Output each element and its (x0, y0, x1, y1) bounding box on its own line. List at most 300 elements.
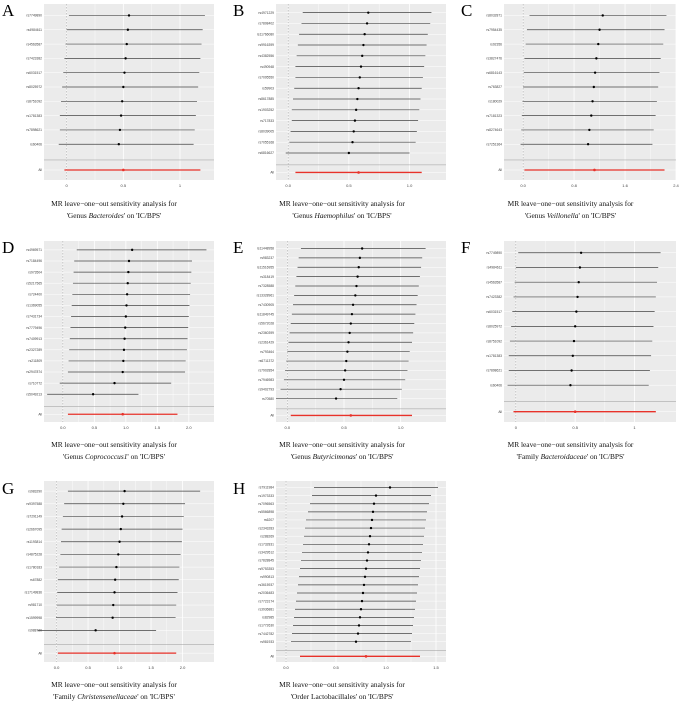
forest-plot-b (250, 2, 450, 192)
snp-point (389, 486, 391, 488)
caption-prefix: 'Genus (66, 211, 89, 220)
snp-point (359, 76, 361, 78)
caption-prefix: 'Family (516, 452, 541, 461)
snp-point (573, 340, 575, 342)
panel-letter: D (2, 238, 15, 257)
snp-label: rs7723174 (258, 599, 274, 604)
snp-label: rs11516955 (256, 265, 274, 270)
overall-label: All (270, 654, 274, 659)
snp-label: rs3936881 (258, 607, 274, 612)
overall-point (113, 652, 116, 655)
panel-a (0, 0, 228, 232)
figure-caption (228, 198, 456, 222)
snp-point (366, 22, 368, 24)
x-tick-label: 0.5 (341, 425, 347, 430)
snp-point (370, 527, 372, 529)
figure-caption (0, 679, 228, 703)
snp-label: rs6031517 (486, 309, 502, 314)
caption-prefix: 'Family (53, 692, 78, 701)
snp-point (123, 71, 125, 73)
caption-suffix: ' on 'IC/BPS' (127, 452, 166, 461)
snp-point (593, 86, 595, 88)
overall-point (122, 169, 125, 172)
snp-point (348, 152, 350, 154)
forest-plot-svg (250, 239, 450, 434)
snp-label: rs8751092 (486, 339, 502, 344)
snp-point (369, 535, 371, 537)
x-tick-label: 1.5 (154, 425, 161, 430)
overall-label: All (38, 651, 42, 656)
snp-point (364, 576, 366, 578)
caption-taxon: Veillonella (546, 211, 579, 220)
snp-label: rs1780183 (26, 565, 42, 570)
snp-label: rs4875228 (26, 552, 42, 557)
x-tick-label: 0.0 (60, 425, 66, 430)
snp-label: rs6816143 (486, 70, 502, 75)
snp-label: rs4382556 (258, 54, 274, 59)
snp-label: rs1369055 (26, 303, 42, 308)
caption-taxon: Butyricimonas (312, 452, 356, 461)
snp-point (597, 43, 599, 45)
snp-point (355, 109, 357, 111)
x-tick-label: 0.5 (333, 665, 339, 670)
snp-point (590, 114, 592, 116)
snp-label: rs8032871 (486, 13, 502, 18)
caption-line-2 (228, 210, 456, 222)
panel-b (228, 0, 456, 232)
snp-label: rs7409913 (26, 336, 42, 341)
snp-point (347, 341, 349, 343)
x-tick-label: 0 (65, 183, 68, 188)
snp-label: rs70580 (262, 396, 274, 401)
snp-label: rs7423382 (486, 295, 502, 300)
snp-label: rs2361429 (258, 340, 274, 345)
snp-point (588, 129, 590, 131)
snp-label: rs7055168 (258, 140, 274, 145)
snp-point (127, 282, 129, 284)
snp-point (569, 384, 571, 386)
snp-label: rs9916399 (258, 43, 274, 48)
caption-taxon: Coprococcus1 (84, 452, 128, 461)
snp-point (124, 57, 126, 59)
snp-label: rs8025972 (26, 85, 42, 90)
forest-plot-f (478, 239, 680, 434)
snp-label: rs7181323 (486, 113, 502, 118)
snp-label: rs2343283 (258, 526, 274, 531)
snp-label: rs3429512 (258, 550, 274, 555)
snp-point (113, 382, 115, 384)
snp-label: rs13328961 (256, 293, 274, 298)
snp-label: rs82985 (262, 615, 274, 620)
snp-point (594, 71, 596, 73)
caption-line-2 (456, 451, 685, 463)
snp-point (355, 285, 357, 287)
x-tick-label: 0.5 (85, 665, 91, 670)
snp-point (128, 260, 130, 262)
snp-label: rs983290 (28, 489, 42, 494)
x-tick-label: 1 (178, 183, 182, 188)
x-tick-label: 0.0 (283, 665, 289, 670)
snp-point (114, 579, 116, 581)
snp-point (121, 515, 123, 517)
snp-label: rs7749890 (26, 13, 42, 18)
x-tick-label: 0.0 (520, 183, 526, 188)
caption-suffix: ' on 'IC/BPS' (355, 452, 394, 461)
snp-point (115, 566, 117, 568)
caption-suffix: ' on 'IC/BPS' (137, 692, 175, 701)
panel-letter: G (2, 479, 15, 498)
caption-line-1: MR leave−one−out sensitivity analysis for (51, 199, 177, 208)
snp-label: rs5672028 (258, 321, 274, 326)
snp-point (361, 600, 363, 602)
caption-line-1: MR leave−one−out sensitivity analysis for (51, 680, 177, 689)
x-tick-label: 0.8 (571, 183, 577, 188)
snp-point (121, 100, 123, 102)
snp-point (125, 315, 127, 317)
panel-letter: A (2, 1, 15, 20)
x-tick-label: 0 (514, 425, 517, 430)
snp-point (360, 65, 362, 67)
overall-point (121, 413, 124, 416)
snp-point (94, 629, 96, 631)
x-tick-label: 1.0 (123, 425, 129, 430)
snp-label: rs724400 (28, 292, 42, 297)
snp-label: rs4984611 (26, 27, 42, 32)
caption-line-1: MR leave−one−out sensitivity analysis for (507, 440, 634, 449)
snp-point (339, 388, 341, 390)
snp-label: rs1781383 (486, 353, 502, 358)
snp-point (363, 33, 365, 35)
snp-point (361, 247, 363, 249)
overall-label: All (498, 168, 502, 173)
x-tick-label: 1.6 (622, 183, 628, 188)
snp-label: rs17149836 (24, 590, 42, 595)
snp-point (357, 632, 359, 634)
forest-plot-g (18, 479, 218, 674)
caption-suffix: ' on 'IC/BPS' (353, 211, 392, 220)
x-tick-label: 0.5 (91, 425, 98, 430)
panel-letter: H (233, 479, 246, 498)
overall-point (365, 655, 368, 658)
figure-caption (228, 439, 456, 463)
snp-label: rs7291149 (26, 514, 42, 519)
snp-label: rs1772630 (258, 623, 274, 628)
snp-label: rs983237 (260, 256, 274, 261)
snp-point (122, 371, 124, 373)
snp-label: rs8025972 (486, 324, 502, 329)
snp-label: rs1903252 (258, 108, 274, 113)
snp-label: rs7442782 (258, 631, 274, 636)
snp-label: rs5217565 (26, 281, 42, 286)
forest-plot-h (250, 479, 450, 674)
snp-point (574, 325, 576, 327)
snp-point (362, 592, 364, 594)
snp-point (357, 87, 359, 89)
snp-label: rs3827476 (486, 56, 502, 61)
snp-label: rs7328588 (258, 284, 274, 289)
snp-point (123, 490, 125, 492)
forest-plot-e (250, 239, 450, 434)
x-tick-label: 0.5 (572, 425, 578, 430)
caption-line-2 (0, 451, 228, 463)
figure-caption (456, 439, 685, 463)
snp-point (126, 43, 128, 45)
panel-e (228, 236, 456, 472)
snp-point (375, 494, 377, 496)
plot-background (276, 4, 446, 180)
x-tick-label: 1.0 (383, 665, 389, 670)
snp-label: rs7954435 (486, 27, 502, 32)
snp-point (371, 519, 373, 521)
caption-line-1: MR leave−one−out sensitivity analysis for (51, 440, 177, 449)
snp-label: rs981710 (28, 603, 42, 608)
forest-plot-svg (478, 2, 680, 192)
snp-point (346, 350, 348, 352)
snp-point (572, 355, 574, 357)
snp-label: rs7251364 (486, 142, 502, 147)
snp-label: rs990813 (260, 574, 274, 579)
snp-label: rs67882 (30, 577, 42, 582)
snp-point (367, 551, 369, 553)
panel-g (0, 476, 228, 708)
snp-label: rs3615937 (258, 583, 274, 588)
snp-point (368, 543, 370, 545)
snp-point (350, 322, 352, 324)
overall-point (350, 414, 353, 417)
caption-line-1: MR leave−one−out sensitivity analysis for (279, 680, 405, 689)
snp-label: rs8617885 (258, 97, 274, 102)
snp-point (354, 294, 356, 296)
snp-label: rs7431734 (26, 314, 42, 319)
snp-label: rs2327289 (26, 348, 42, 353)
plot-background (44, 4, 214, 180)
snp-label: rs7430905 (258, 302, 274, 307)
panel-letter: B (233, 1, 245, 20)
snp-point (127, 29, 129, 31)
snp-point (365, 567, 367, 569)
panel-f (456, 236, 685, 472)
x-tick-label: 1.0 (406, 183, 413, 188)
overall-label: All (270, 170, 274, 175)
snp-label: rs1193814 (26, 539, 42, 544)
snp-label: rs6711372 (258, 359, 274, 364)
overall-point (357, 171, 360, 174)
plot-background (276, 241, 446, 422)
panel-letter: F (461, 238, 471, 257)
plot-background (504, 241, 676, 422)
plot-background (44, 481, 214, 662)
snp-label: rs2667095 (26, 527, 42, 532)
snp-point (367, 11, 369, 13)
forest-plot-c (478, 2, 680, 192)
snp-label: rs7423382 (26, 56, 42, 61)
x-tick-label: 2.0 (186, 425, 192, 430)
snp-point (373, 503, 375, 505)
snp-point (345, 360, 347, 362)
snp-label: rs5566898 (258, 510, 274, 515)
snp-point (353, 130, 355, 132)
snp-point (335, 397, 337, 399)
caption-prefix: 'Genus (292, 211, 315, 220)
snp-label: rs6207 (263, 518, 274, 523)
snp-point (361, 55, 363, 57)
snp-point (119, 129, 121, 131)
forest-plot-svg (478, 239, 680, 434)
caption-line-2 (0, 210, 228, 222)
snp-point (372, 511, 374, 513)
snp-label: rs490948 (260, 64, 274, 69)
forest-plot-svg (18, 479, 218, 674)
overall-point (593, 169, 596, 172)
snp-point (352, 304, 354, 306)
forest-plot-svg (250, 2, 450, 192)
snp-point (580, 252, 582, 254)
snp-point (359, 257, 361, 259)
caption-line-1: MR leave−one−out sensitivity analysis for (279, 440, 405, 449)
snp-point (362, 44, 364, 46)
snp-label: rs318419 (260, 274, 274, 279)
snp-label: rs7828845 (258, 558, 274, 563)
snp-label: rs1599998 (26, 615, 42, 620)
snp-point (578, 281, 580, 283)
panel-c (456, 0, 685, 232)
x-tick-label: 1.5 (148, 665, 154, 670)
caption-suffix: ' on 'IC/BPS' (586, 452, 625, 461)
snp-point (360, 608, 362, 610)
x-tick-label: 2.4 (673, 183, 679, 188)
snp-label: rs4971229 (258, 10, 274, 15)
caption-line-1: MR leave−one−out sensitivity analysis for (279, 199, 405, 208)
snp-label: rs211809 (28, 359, 42, 364)
snp-label: rs2036483 (258, 591, 274, 596)
snp-point (576, 296, 578, 298)
forest-plot-svg (250, 479, 450, 674)
snp-label: rs9753353 (258, 566, 274, 571)
snp-label: rs7749890 (486, 250, 502, 255)
snp-point (123, 349, 125, 351)
x-tick-label: 1.5 (433, 665, 439, 670)
caption-suffix: ' on 'IC/BPS' (123, 211, 162, 220)
caption-prefix: 'Order Lactobacillales' on 'IC/BPS' (290, 692, 394, 701)
snp-point (351, 141, 353, 143)
snp-label: rs8751092 (26, 99, 42, 104)
x-tick-label: 1 (633, 425, 636, 430)
caption-taxon: Haemophilus (314, 211, 354, 220)
snp-label: rs1973333 (258, 493, 274, 498)
forest-plot-svg (18, 239, 218, 434)
snp-point (122, 86, 124, 88)
snp-point (575, 310, 577, 312)
snp-label: rs6031517 (26, 70, 42, 75)
snp-point (113, 591, 115, 593)
snp-point (354, 119, 356, 121)
caption-taxon: Bacteroides (88, 211, 124, 220)
forest-plot-d (18, 239, 218, 434)
snp-point (127, 271, 129, 273)
snp-point (358, 266, 360, 268)
snp-label: rs1781383 (26, 113, 42, 118)
x-tick-label: 0.0 (284, 425, 291, 430)
snp-point (358, 624, 360, 626)
snp-label: rs717833 (260, 118, 274, 123)
snp-label: rs4969571 (26, 248, 42, 253)
x-tick-label: 0.0 (285, 183, 291, 188)
snp-point (118, 541, 120, 543)
caption-prefix: 'Genus (524, 211, 547, 220)
snp-label: rs180029 (488, 99, 502, 104)
snp-label: rs7808402 (258, 21, 274, 26)
snp-point (598, 29, 600, 31)
snp-label: rs8274643 (486, 128, 502, 133)
snp-label: rs981933 (260, 639, 274, 644)
overall-label: All (270, 413, 274, 418)
snp-label: rs5049213 (26, 392, 42, 397)
snp-label: rs7898621 (486, 368, 502, 373)
panel-letter: C (461, 1, 473, 20)
snp-point (122, 360, 124, 362)
snp-label: rs92356 (490, 42, 502, 47)
snp-label: rs7096563 (258, 501, 274, 506)
snp-point (579, 266, 581, 268)
caption-line-2 (228, 451, 456, 463)
caption-prefix: 'Genus (62, 452, 85, 461)
snp-point (128, 14, 130, 16)
forest-plot-a (18, 2, 218, 192)
snp-point (92, 393, 94, 395)
overall-point (574, 410, 577, 413)
panel-letter: E (233, 238, 244, 257)
snp-label: rs7898621 (26, 128, 42, 133)
figure-caption (228, 679, 456, 703)
plot-background (504, 4, 676, 180)
caption-suffix: ' on 'IC/BPS' (578, 211, 617, 220)
snp-point (602, 14, 604, 16)
snp-point (355, 641, 357, 643)
snp-label: rs7946983 (258, 377, 274, 382)
figure-caption (0, 439, 228, 463)
snp-label: rs973504 (28, 270, 42, 275)
snp-point (356, 275, 358, 277)
snp-point (126, 293, 128, 295)
caption-taxon: Christensenellaceae (77, 692, 138, 701)
snp-label: rs7095550 (258, 75, 274, 80)
caption-line-2 (228, 691, 456, 703)
x-tick-label: 0.0 (53, 665, 60, 670)
x-tick-label: 0.5 (120, 183, 127, 188)
snp-point (363, 584, 365, 586)
snp-point (122, 503, 124, 505)
snp-point (344, 369, 346, 371)
snp-label: rs7184496 (26, 259, 42, 264)
x-tick-label: 1.0 (397, 425, 404, 430)
snp-point (348, 332, 350, 334)
snp-point (591, 100, 593, 102)
snp-label: rs710772 (28, 381, 42, 386)
snp-label: rs763827 (488, 85, 502, 90)
snp-label: rs11849745 (256, 312, 274, 317)
snp-point (351, 313, 353, 315)
snp-label: rs6816627 (258, 151, 274, 156)
snp-label: rs60406 (490, 383, 502, 388)
snp-label: rs2360399 (258, 331, 274, 336)
snp-label: rs7911984 (258, 485, 274, 490)
snp-point (366, 559, 368, 561)
overall-label: All (498, 409, 502, 414)
snp-label: rs988720 (28, 628, 42, 633)
snp-point (587, 143, 589, 145)
snp-point (118, 143, 120, 145)
snp-label: rs7902854 (258, 368, 274, 373)
